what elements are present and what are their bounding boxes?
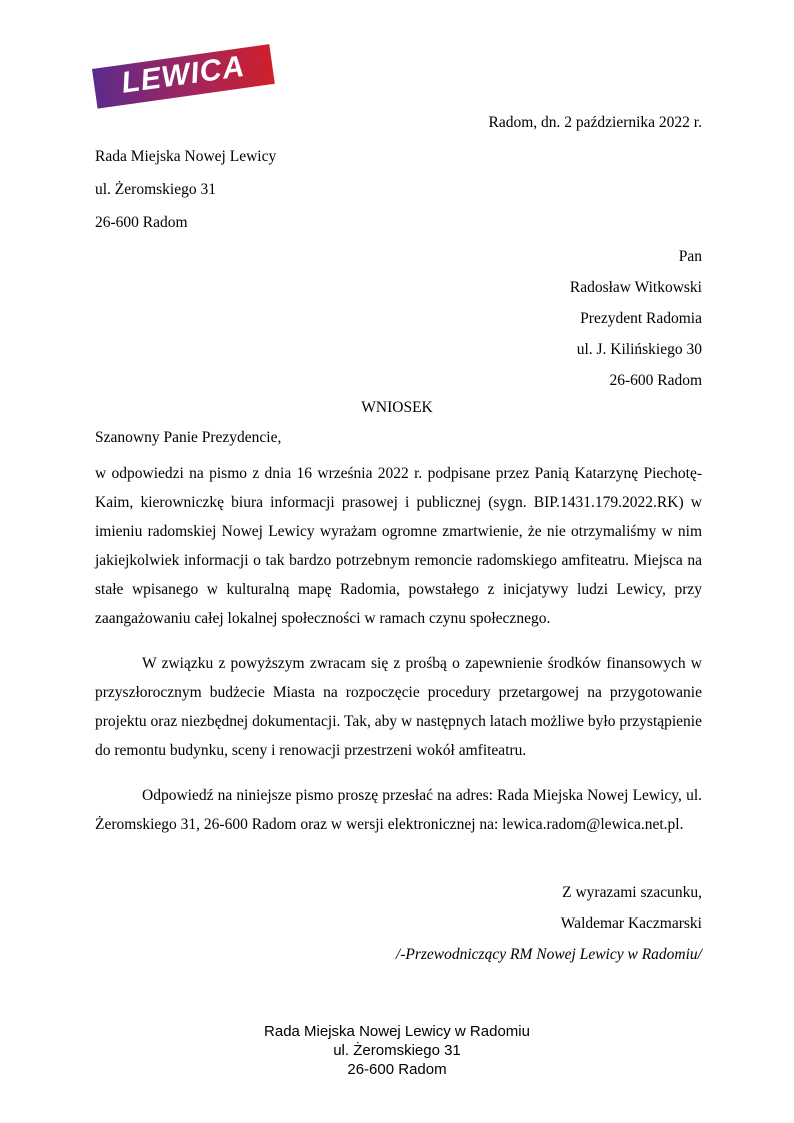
signature-block xyxy=(95,877,702,970)
letter-body xyxy=(95,459,702,970)
sender-org: Rada Miejska Nowej Lewicy xyxy=(95,148,277,165)
sender-street: ul. Żeromskiego 31 xyxy=(95,181,216,198)
recipient-address xyxy=(570,241,702,396)
signature-closing: Z wyrazami szacunku, xyxy=(562,884,702,901)
footer-org: Rada Miejska Nowej Lewicy w Radomiu xyxy=(264,1023,530,1040)
paragraph-3: Odpowiedź na niniejsze pismo proszę przesłać na adres: Rada Miejska Nowej Lewicy, ul. Żeromskiego 31, 26-600 Radom oraz w wersji elektronicznej na: lewica.radom@lewica.net.pl. xyxy=(95,787,702,833)
lewica-logo xyxy=(92,44,275,109)
signature-name: Waldemar Kaczmarski xyxy=(560,915,702,932)
salutation: Szanowny Panie Prezydencie, xyxy=(95,429,282,446)
footer-address xyxy=(0,1022,794,1079)
signature-title: /-Przewodniczący RM Nowej Lewicy w Radomiu/ xyxy=(395,946,702,963)
footer-street: ul. Żeromskiego 31 xyxy=(333,1042,461,1059)
recipient-name: Radosław Witkowski xyxy=(569,279,702,296)
recipient-title: Prezydent Radomia xyxy=(580,310,702,327)
lewica-logo-text: LEWICA xyxy=(119,49,248,100)
sender-city: 26-600 Radom xyxy=(95,214,188,231)
date-line: Radom, dn. 2 października 2022 r. xyxy=(488,114,702,131)
footer-city: 26-600 Radom xyxy=(347,1061,447,1078)
subject-heading: WNIOSEK xyxy=(361,399,433,416)
recipient-city: 26-600 Radom xyxy=(609,372,702,389)
sender-address xyxy=(95,140,276,239)
recipient-street: ul. J. Kilińskiego 30 xyxy=(576,341,702,358)
recipient-honorific: Pan xyxy=(678,248,702,265)
paragraph-1: w odpowiedzi na pismo z dnia 16 września 2022 r. podpisane przez Panią Katarzynę Piechotę-Kaim, kierowniczkę biura informacji prasowej i publicznej (sygn. BIP.1431.179.2022.RK) w imieniu radomskiej Nowej Lewicy wyrażam ogromne zmartwienie, że nie otrzymaliśmy w nim jakiejkolwiek informacji o tak bardzo potrzebnym remoncie radomskiego amfiteatru. Miejsca na stałe wpisanego w kulturalną mapę Radomia, powstałego z inicjatywy ludzi Lewicy, przy zaangażowaniu całej lokalnej społeczności w ramach czynu społecznego. xyxy=(95,465,702,627)
paragraph-2: W związku z powyższym zwracam się z prośbą o zapewnienie środków finansowych w przyszłorocznym budżecie Miasta na rozpoczęcie procedury przetargowej na przygotowanie projektu oraz niezbędnej dokumentacji. Tak, aby w następnych latach możliwe było przystąpienie do remontu budynku, sceny i renowacji przestrzeni wokół amfiteatru. xyxy=(95,655,702,759)
